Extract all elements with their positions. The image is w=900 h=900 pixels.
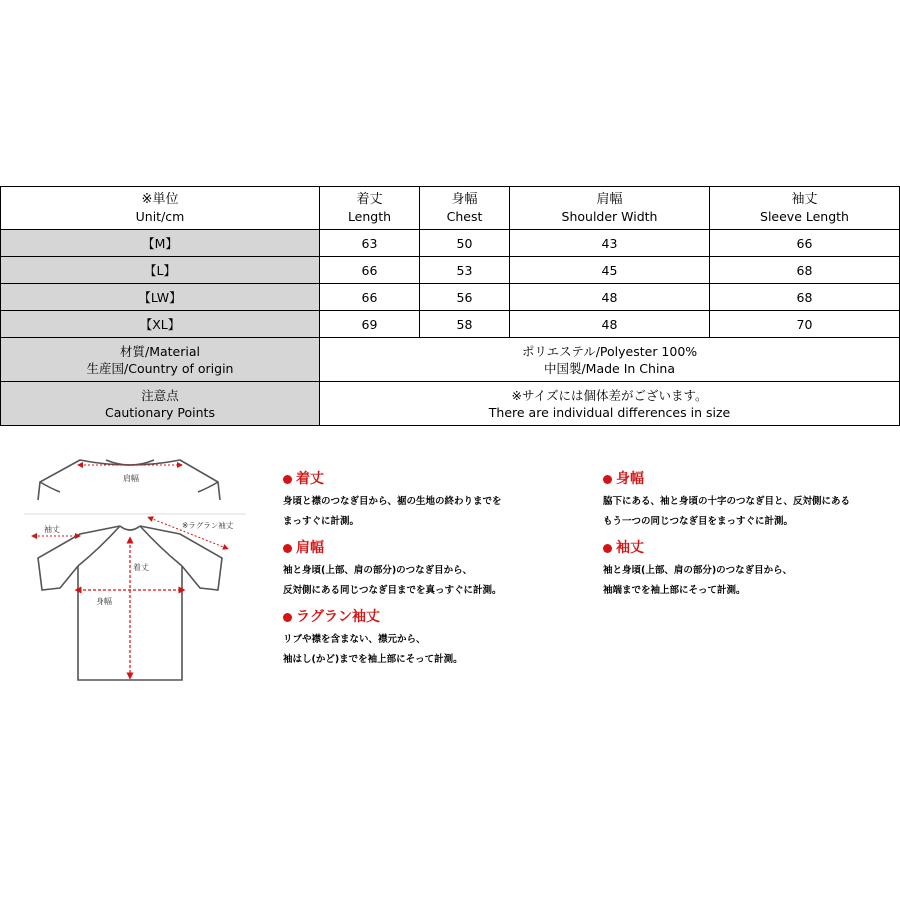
cell-chest: 56 — [420, 284, 510, 311]
table-row — [1, 284, 900, 311]
col-en: Sleeve Length — [760, 209, 849, 224]
unit-jp: ※単位 — [141, 192, 179, 207]
note-title: 着丈 — [296, 471, 324, 487]
caution-label-jp: 注意点 — [141, 387, 179, 403]
col-en: Length — [347, 209, 392, 224]
cell-shoulder: 48 — [510, 284, 710, 311]
caution-label-en: Cautionary Points — [105, 404, 215, 420]
note-title: 袖丈 — [616, 540, 644, 556]
col-en: Shoulder Width — [561, 209, 658, 224]
caution-row — [1, 382, 900, 426]
cell-length: 63 — [320, 230, 420, 257]
note-line: 袖と身頃(上部、肩の部分)のつなぎ目から、 — [283, 565, 473, 576]
cell-chest: 53 — [420, 257, 510, 284]
note-line: 反対側にある同じつなぎ目までを真っすぐに計測。 — [283, 585, 502, 596]
cell-sleeve: 70 — [710, 311, 900, 338]
cell-sleeve: 68 — [710, 257, 900, 284]
raglan-label: ※ラグラン袖丈 — [182, 521, 234, 530]
table-row — [1, 257, 900, 284]
bullet-icon — [283, 475, 292, 484]
note-line: 袖はし(かど)までを袖上部にそって計測。 — [283, 654, 463, 665]
length-label: 着丈 — [133, 563, 149, 572]
cell-shoulder: 48 — [510, 311, 710, 338]
note-line: リブや襟を含まない、襟元から、 — [283, 634, 426, 645]
cell-length: 69 — [320, 311, 420, 338]
table-row — [1, 230, 900, 257]
bullet-icon — [603, 475, 612, 484]
tshirt-measurement-diagram — [20, 448, 250, 688]
note-line: もう一つの同じつなぎ目をまっすぐに計測。 — [603, 516, 794, 527]
bullet-icon — [603, 544, 612, 553]
col-header-shoulder — [510, 187, 710, 230]
note-line: 袖端までを袖上部にそって計測。 — [603, 585, 746, 596]
cell-length: 66 — [320, 257, 420, 284]
col-jp: 袖丈 — [791, 192, 818, 207]
material-value — [320, 338, 900, 382]
caution-label — [1, 382, 320, 426]
col-en: Chest — [446, 209, 483, 224]
bullet-icon — [283, 613, 292, 622]
caution-value-en: There are individual differences in size — [488, 404, 731, 420]
note-shoulder — [283, 539, 573, 601]
cell-shoulder: 45 — [510, 257, 710, 284]
size-label: 【XL】 — [1, 311, 320, 338]
col-jp: 身幅 — [451, 192, 478, 207]
caution-value — [320, 382, 900, 426]
size-table — [0, 186, 900, 426]
size-label: 【LW】 — [1, 284, 320, 311]
note-length — [283, 470, 573, 532]
note-chest — [603, 470, 893, 532]
cell-sleeve: 66 — [710, 230, 900, 257]
material-row — [1, 338, 900, 382]
col-header-chest — [420, 187, 510, 230]
material-label-line: 材質/Material — [120, 343, 200, 359]
note-line: 脇下にある、袖と身頃の十字のつなぎ目と、反対側にある — [603, 496, 851, 507]
shoulder-label: 肩幅 — [123, 474, 139, 483]
col-header-length — [320, 187, 420, 230]
origin-value-line: 中国製/Made In China — [543, 360, 676, 376]
unit-header — [1, 187, 320, 230]
note-title: 身幅 — [616, 471, 644, 487]
material-value-line: ポリエステル/Polyester 100% — [521, 343, 698, 359]
col-jp: 肩幅 — [596, 192, 623, 207]
bullet-icon — [283, 544, 292, 553]
col-jp: 着丈 — [356, 192, 383, 207]
note-line: 身頃と襟のつなぎ目から、裾の生地の終わりまでを — [283, 496, 502, 507]
cell-sleeve: 68 — [710, 284, 900, 311]
col-header-sleeve — [710, 187, 900, 230]
note-line: 袖と身頃(上部、肩の部分)のつなぎ目から、 — [603, 565, 793, 576]
material-label — [1, 338, 320, 382]
table-header-row — [1, 187, 900, 230]
note-raglan — [283, 608, 573, 670]
chest-label: 身幅 — [96, 597, 112, 606]
origin-label-line: 生産国/Country of origin — [86, 360, 234, 376]
cell-chest: 50 — [420, 230, 510, 257]
cell-length: 66 — [320, 284, 420, 311]
table-row — [1, 311, 900, 338]
size-label: 【M】 — [1, 230, 320, 257]
unit-en: Unit/cm — [135, 209, 185, 224]
cell-shoulder: 43 — [510, 230, 710, 257]
note-title: 肩幅 — [296, 540, 324, 556]
cell-chest: 58 — [420, 311, 510, 338]
note-line: まっすぐに計測。 — [283, 516, 360, 527]
note-title: ラグラン袖丈 — [296, 609, 380, 625]
sleeve-label: 袖丈 — [44, 525, 60, 534]
size-label: 【L】 — [1, 257, 320, 284]
note-sleeve — [603, 539, 893, 601]
caution-value-jp: ※サイズには個体差がございます。 — [511, 387, 708, 403]
